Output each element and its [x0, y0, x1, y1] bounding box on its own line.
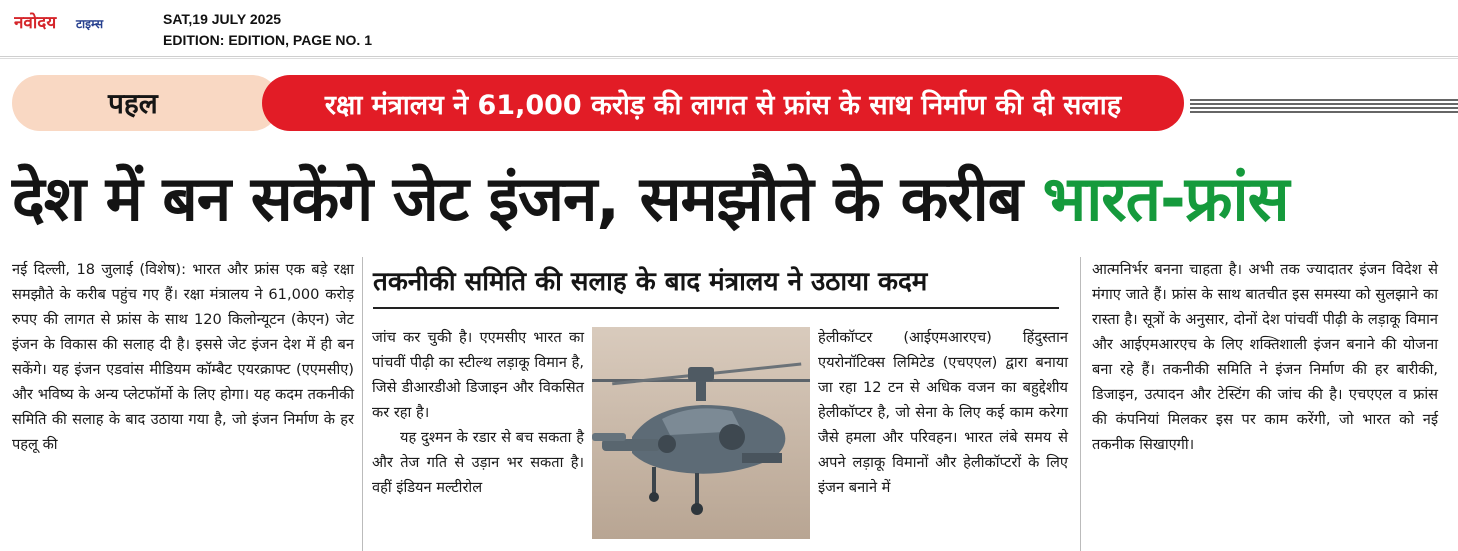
article-column-4	[1092, 257, 1438, 457]
headline-highlight: भारत-फ्रांस	[1042, 162, 1289, 235]
issue-date: SAT,19 JULY 2025	[163, 11, 282, 27]
strap-headline: रक्षा मंत्रालय ने 61,000 करोड़ की लागत से फ्रांस के साथ निर्माण की दी सलाह	[262, 75, 1184, 131]
apache-helicopter-photo	[592, 327, 810, 539]
edition-meta	[163, 9, 372, 51]
helicopter-image	[592, 327, 810, 539]
main-headline	[12, 151, 1452, 247]
kicker-pill	[12, 75, 280, 131]
headline-main-text: देश में बन सकेंगे जेट इंजन, समझौते के करीब	[12, 162, 1043, 235]
article-column-3	[818, 325, 1068, 500]
news-clipping	[0, 58, 1458, 551]
column-2-para-2: यह दुश्मन के रडार से बच सकता है और तेज गति से उड़ान भर सकता है। वहीं इंडियन मल्टीरोल	[372, 429, 584, 496]
svg-text:नवोदय: नवोदय	[14, 13, 57, 33]
kicker-label: पहल	[108, 87, 158, 120]
column-divider	[1080, 257, 1081, 551]
subheadline: तकनीकी समिति की सलाह के बाद मंत्रालय ने उठाया कदम	[373, 257, 1059, 309]
article-column-1	[12, 257, 354, 457]
decorative-rules	[1190, 99, 1458, 113]
column-2-para-1: जांच कर चुकी है। एएमसीए भारत का पांचवीं पीढ़ी का स्टील्थ लड़ाकू विमान है, जिसे डीआरडीओ डिजाइन और विकसित कर रहा है।	[372, 329, 584, 421]
column-4-text: आत्मनिर्भर बनना चाहता है। अभी तक ज्यादातर इंजन विदेश से मंगाए जाते हैं। फ्रांस के साथ बातचीत इस समस्या को सुलझाने का रास्ता है। सूत्रों के अनुसार, दोनों देश पांचवीं पीढ़ी के लड़ाकू विमान और आईएमआरएच के लिए शक्तिशाली इंजन बनाने की योजना बना रहे हैं। तकनीकी समिति ने इंजन निर्माण की हर बारीकी, डिजाइन, उत्पादन और टेस्टिंग की जांच की है। एचएएल व फ्रांस की कंपनियां मिलकर इस पर काम करेंगी, जो भारत को नई तकनीक सिखाएगी।	[1092, 261, 1438, 453]
column-divider	[362, 257, 363, 551]
viewer-header	[0, 0, 1458, 57]
navodaya-times-logo	[14, 9, 138, 33]
column-1-text: नई दिल्ली, 18 जुलाई (विशेष): भारत और फ्रांस एक बड़े रक्षा समझौते के करीब पहुंच गए हैं। रक्षा मंत्रालय ने 61,000 करोड़ रुपए की लागत से फ्रांस के साथ 120 किलोन्यूटन (केएन) जेट इंजन के विकास की सलाह दी है। इससे जेट इंजन देश में ही बन सकेंगे। यह इंजन एडवांस मीडियम कॉम्बैट एयरक्राफ्ट (एएमसीए) और भविष्य के अन्य प्लेटफॉर्मो के लिए होगा। यह कदम तकनीकी समिति की सलाह के बाद उठाया गया है, जो इंजन निर्माण के हर पहलू की	[12, 261, 354, 453]
svg-text:टाइम्स: टाइम्स	[76, 17, 104, 31]
column-3-text: हेलीकॉप्टर (आईएमआरएच) हिंदुस्तान एयरोनॉटिक्स लिमिटेड (एचएएल) द्वारा बनाया जा रहा 12 टन से अधिक वजन का बहुद्देशीय हेलीकॉप्टर है, जो सेना के लिए कई काम करेगा जैसे हमला और परिवहन। भारत लंबे समय से अपने लड़ाकू विमानों और हेलीकॉप्टरों के लिए इंजन बनाने में	[818, 329, 1068, 496]
edition-info: EDITION: EDITION, PAGE NO. 1	[163, 32, 372, 48]
article-column-2	[372, 325, 584, 500]
